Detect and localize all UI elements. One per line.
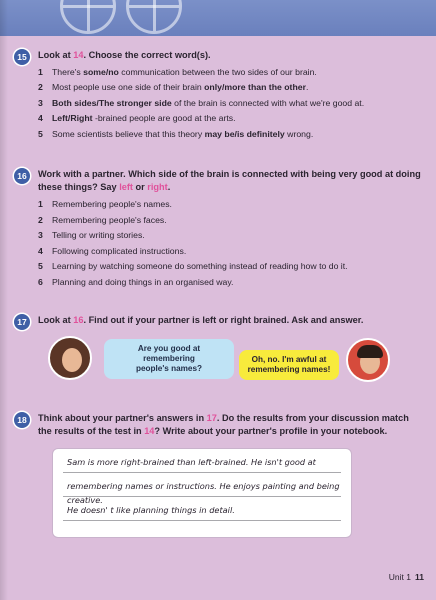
exercise-15 (14, 49, 424, 142)
girl-avatar (48, 336, 92, 380)
exercise-18 (14, 412, 424, 437)
page-number: 11 (415, 572, 424, 582)
exercise-16 (14, 168, 424, 291)
globe-icon (60, 0, 116, 34)
exercise-instruction: Work with a partner. Which side of the brain is connected with being very good at doing these things? Say left or right. (38, 169, 421, 192)
notebook-line: remembering names or instructions. He enjoys painting and being creative. (63, 479, 341, 497)
page-footer (389, 572, 424, 582)
list-item: 1 There's some/no communication between the two sides of our brain. (38, 66, 317, 77)
list-item: 5 Some scientists believe that this theory may be/is definitely wrong. (38, 128, 314, 139)
notebook-line: He doesn' t like planning things in detail. (63, 503, 341, 521)
top-banner (0, 0, 436, 36)
list-item: 6 Planning and doing things in an organised way. (38, 276, 234, 287)
exercise-reference: 14 (144, 425, 155, 436)
notebook-line: Sam is more right-brained than left-brained. He isn't good at (63, 455, 341, 473)
exercise-instruction: Look at 16. Find out if your partner is left or right brained. Ask and answer. (38, 315, 364, 325)
exercise-number-badge: 18 (14, 412, 30, 428)
list-item: 2 Remembering people's faces. (38, 214, 167, 225)
page-fold-shadow (0, 0, 8, 600)
exercise-reference: 16 (73, 315, 84, 325)
exercise-number-badge: 16 (14, 168, 30, 184)
list-item: 1 Remembering people's names. (38, 199, 172, 209)
notebook-example (52, 448, 352, 538)
list-item: 3 Both sides/The stronger side of the brain is connected with what we're good at. (38, 97, 365, 108)
exercise-reference: 14 (73, 50, 84, 60)
unit-label: Unit 1 (388, 572, 411, 582)
speech-bubble-question: Are you good at remembering people's names? (104, 339, 234, 379)
list-item: 4 Left/Right -brained people are good at the arts. (38, 113, 236, 124)
answer-right: right (147, 181, 168, 192)
exercise-number-badge: 17 (14, 314, 30, 330)
exercise-number-badge: 15 (14, 49, 30, 65)
exercise-reference: 17 (206, 413, 217, 423)
answer-left: left (119, 181, 133, 192)
boy-avatar (346, 338, 390, 382)
list-item: 5 Learning by watching someone do something instead of reading how to do it. (38, 261, 348, 272)
exercise-instruction: Look at 14. Choose the correct word(s). (38, 50, 211, 60)
list-item: 4 Following complicated instructions. (38, 245, 187, 256)
list-item: 3 Telling or writing stories. (38, 230, 145, 241)
globe-icon (126, 0, 182, 34)
speech-bubble-answer: Oh, no. I'm awful at remembering names! (239, 350, 339, 380)
exercise-instruction: Think about your partner's answers in 17. Do the results from your discussion match the results of the test in 14? Write about your partner's profile in your notebook. (38, 413, 409, 436)
exercise-17 (14, 314, 424, 327)
list-item: 2 Most people use one side of their brain only/more than the other. (38, 82, 309, 93)
